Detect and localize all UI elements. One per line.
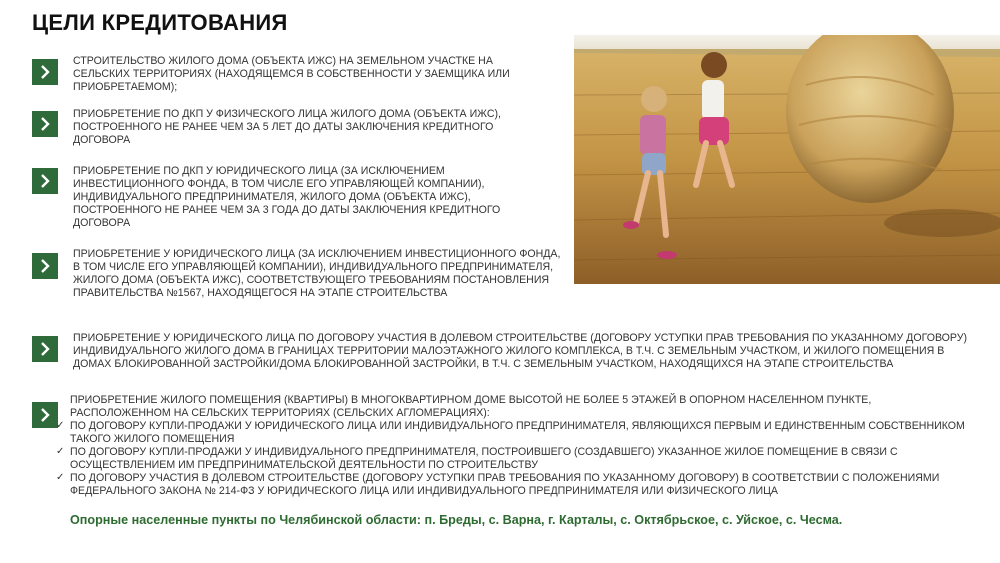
- sub-item-text: ПО ДОГОВОРУ УЧАСТИЯ В ДОЛЕВОМ СТРОИТЕЛЬСТВЕ (ДОГОВОРУ УСТУПКИ ПРАВ ТРЕБОВАНИЯ ПО УКАЗАННОМУ ДОГОВОРУ) В СООТВЕТСТВИИ С ПОЛОЖЕНИЯМИ ФЕДЕРАЛЬНОГО ЗАКОНА № 214-ФЗ У ЮРИДИЧЕСКОГО ЛИЦА ИЛИ ИНДИВИДУАЛЬНОГО ПРЕДПРИНИМАТЕЛЯ ИЛИ ФИЗИЧЕСКОГО ЛИЦА: [70, 472, 940, 497]
- page-title: ЦЕЛИ КРЕДИТОВАНИЯ: [32, 10, 288, 35]
- chevron-right-icon: [32, 168, 58, 194]
- sub-item: [56, 472, 990, 498]
- sub-item: [56, 420, 970, 446]
- chevron-right-icon: [32, 402, 58, 428]
- sub-item-text: ПО ДОГОВОРУ КУПЛИ-ПРОДАЖИ У ИНДИВИДУАЛЬНОГО ПРЕДПРИНИМАТЕЛЯ, ПОСТРОИВШЕГО (СОЗДАВШЕГО) УКАЗАННОЕ ЖИЛОЕ ПОМЕЩЕНИЕ В СВЯЗИ С ОСУЩЕСТВЛЕНИЕМ ИМ ПРЕДПРИНИМАТЕЛЬСКОЙ ДЕЯТЕЛЬНОСТИ ПО СТРОИТЕЛЬСТВУ: [70, 446, 898, 471]
- chevron-right-icon: [32, 59, 58, 85]
- item-text: ПРИОБРЕТЕНИЕ ЖИЛОГО ПОМЕЩЕНИЯ (КВАРТИРЫ) В МНОГОКВАРТИРНОМ ДОМЕ ВЫСОТОЙ НЕ БОЛЕЕ 5 ЭТАЖЕЙ В ОПОРНОМ НАСЕЛЕННОМ ПУНКТЕ, РАСПОЛОЖЕННОМ НА СЕЛЬСКИХ ТЕРРИТОРИЯХ (СЕЛЬСКИХ АГЛОМЕРАЦИЯХ):: [70, 394, 872, 419]
- sub-item-text: ПО ДОГОВОРУ КУПЛИ-ПРОДАЖИ У ЮРИДИЧЕСКОГО ЛИЦА ИЛИ ИНДИВИДУАЛЬНОГО ПРЕДПРИНИМАТЕЛЯ, ЯВЛЯЮЩИХСЯ ПЕРВЫМ И ЕДИНСТВЕННЫМ СОБСТВЕННИКОМ ТАКОГО ЖИЛОГО ПОМЕЩЕНИЯ: [70, 420, 965, 445]
- chevron-right-icon: [32, 111, 58, 137]
- checkmark-icon: ✓: [56, 420, 65, 431]
- item-text: ПРИОБРЕТЕНИЕ ПО ДКП У ЮРИДИЧЕСКОГО ЛИЦА (ЗА ИСКЛЮЧЕНИЕМ ИНВЕСТИЦИОННОГО ФОНДА, В ТОМ ЧИСЛЕ ЕГО УПРАВЛЯЮЩЕЙ КОМПАНИИ), ИНДИВИДУАЛЬНОГО ПРЕДПРИНИМАТЕЛЯ, ЖИЛОГО ДОМА (ОБЪЕКТА ИЖС), ПОСТРОЕННОГО НЕ РАНЕЕ ЧЕМ ЗА 3 ГОДА ДО ДАТЫ ЗАКЛЮЧЕНИЯ КРЕДИТНОГО ДОГОВОРА: [73, 165, 501, 229]
- sub-item: [56, 446, 970, 472]
- footer-note: Опорные населенные пункты по Челябинской области: п. Бреды, с. Варна, г. Карталы, с. Октябрьское, с. Уйское, с. Чесма.: [70, 513, 843, 527]
- checkmark-icon: ✓: [56, 446, 65, 457]
- item-text: СТРОИТЕЛЬСТВО ЖИЛОГО ДОМА (ОБЪЕКТА ИЖС) НА ЗЕМЕЛЬНОМ УЧАСТКЕ НА СЕЛЬСКИХ ТЕРРИТОРИЯХ (НАХОДЯЩЕМСЯ В СОБСТВЕННОСТИ У ЗАЕМЩИКА ИЛИ ПРИОБРЕТАЕМОМ);: [73, 55, 510, 93]
- item-text: ПРИОБРЕТЕНИЕ У ЮРИДИЧЕСКОГО ЛИЦА ПО ДОГОВОРУ УЧАСТИЯ В ДОЛЕВОМ СТРОИТЕЛЬСТВЕ (ДОГОВОРУ УСТУПКИ ПРАВ ТРЕБОВАНИЯ ПО УКАЗАННОМУ ДОГОВОРУ) ИНДИВИДУАЛЬНОГО ЖИЛОГО ДОМА В ГРАНИЦАХ ТЕРРИТОРИИ МАЛОЭТАЖНОГО ЖИЛОГО КОМПЛЕКСА, В Т.Ч. С ЗЕМЕЛЬНЫМ УЧАСТКОМ, И ЖИЛОГО ПОМЕЩЕНИЯ В ДОМАХ БЛОКИРОВАННОЙ ЗАСТРОЙКИ/ДОМА БЛОКИРОВАННОЙ ЗАСТРОЙКИ, В Т.Ч. С ЗЕМЕЛЬНЫМ УЧАСТКОМ, НАХОДЯЩИХСЯ НА ЭТАПЕ СТРОИТЕЛЬСТВА: [73, 332, 967, 370]
- item-text: ПРИОБРЕТЕНИЕ ПО ДКП У ФИЗИЧЕСКОГО ЛИЦА ЖИЛОГО ДОМА (ОБЪЕКТА ИЖС), ПОСТРОЕННОГО НЕ РАНЕЕ ЧЕМ ЗА 5 ЛЕТ ДО ДАТЫ ЗАКЛЮЧЕНИЯ КРЕДИТНОГО ДОГОВОРА: [73, 108, 501, 146]
- chevron-right-icon: [32, 336, 58, 362]
- chevron-right-icon: [32, 253, 58, 279]
- checkmark-icon: ✓: [56, 472, 65, 483]
- item-text: ПРИОБРЕТЕНИЕ У ЮРИДИЧЕСКОГО ЛИЦА (ЗА ИСКЛЮЧЕНИЕМ ИНВЕСТИЦИОННОГО ФОНДА, В ТОМ ЧИСЛЕ ЕГО УПРАВЛЯЮЩЕЙ КОМПАНИИ), ИНДИВИДУАЛЬНОГО ПРЕДПРИНИМАТЕЛЯ, ЖИЛОГО ДОМА (ОБЪЕКТА ИЖС), СООТВЕТСТВУЮЩЕГО ТРЕБОВАНИЯМ ПОСТАНОВЛЕНИЯ ПРАВИТЕЛЬСТВА №1567, НАХОДЯЩЕГОСЯ НА ЭТАПЕ СТРОИТЕЛЬСТВА: [73, 248, 561, 299]
- children-field-photo: [574, 35, 1000, 284]
